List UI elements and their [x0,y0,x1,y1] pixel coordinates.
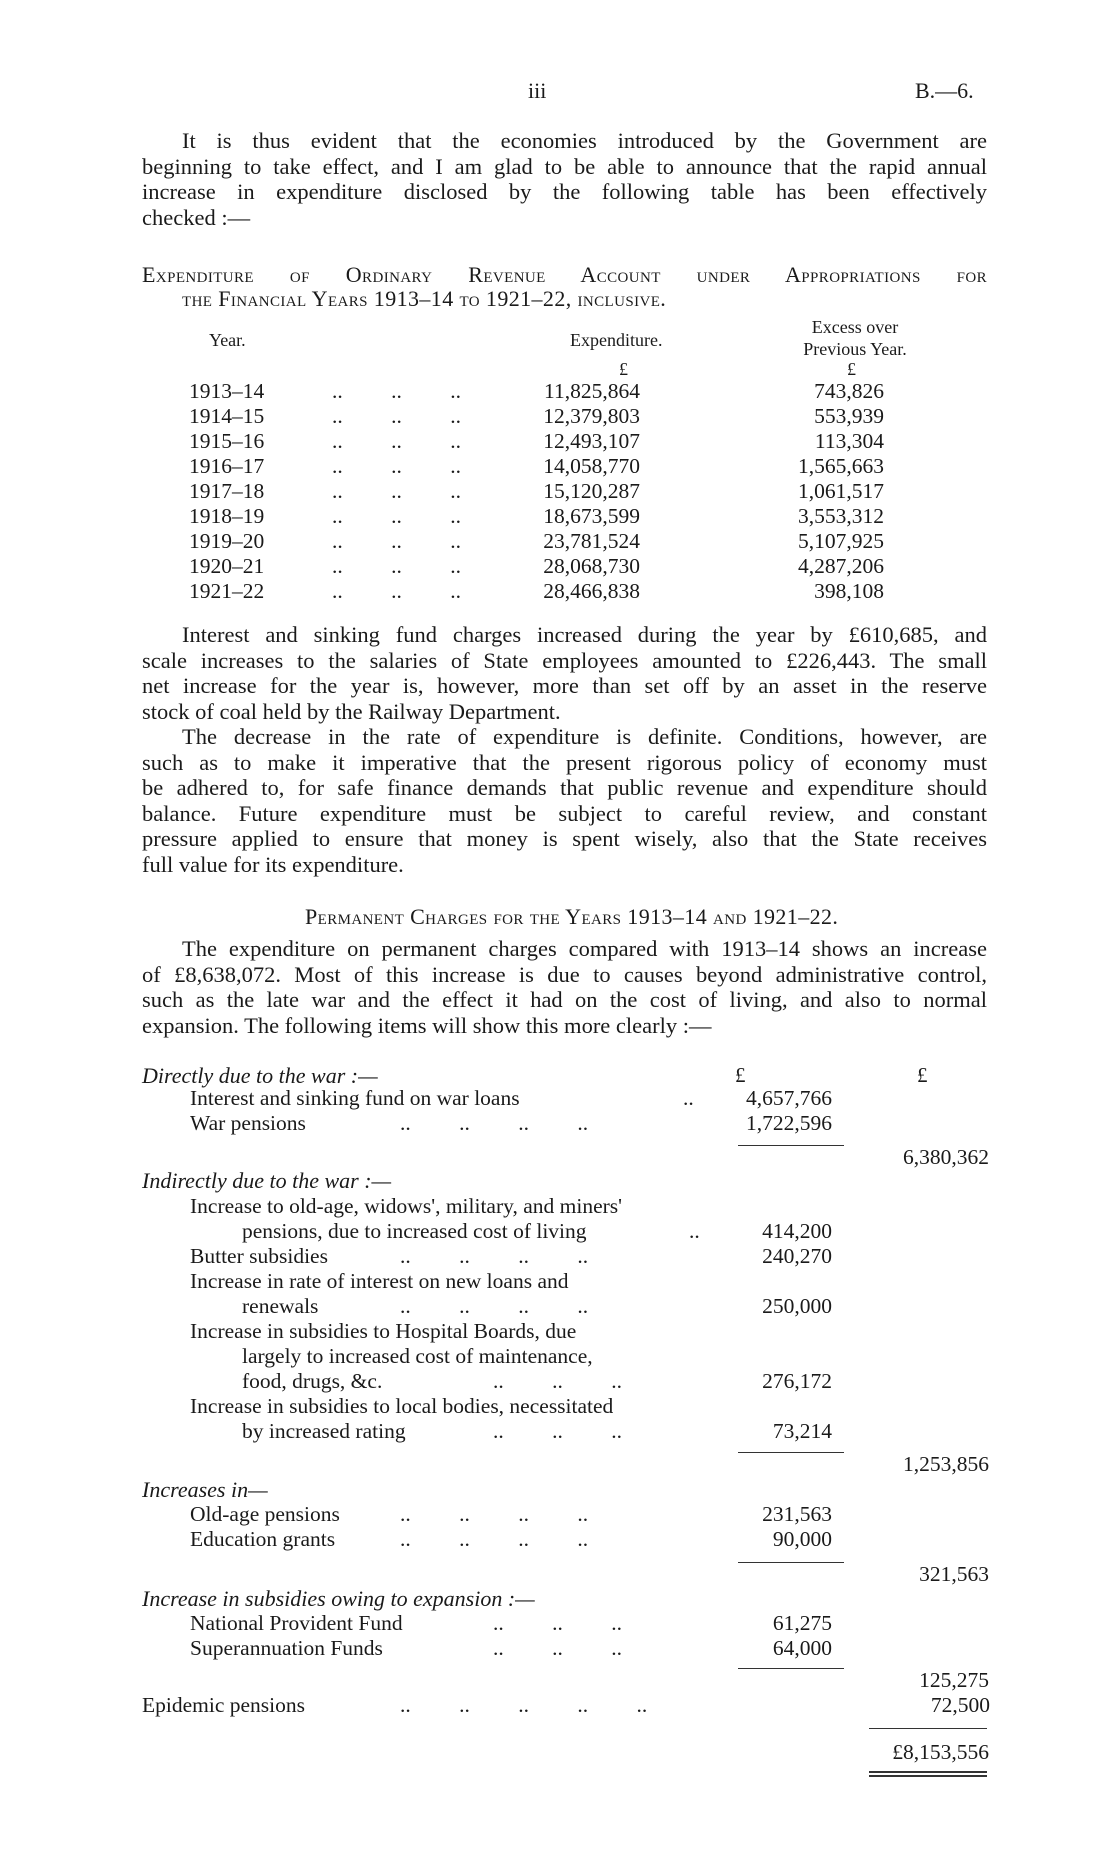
item-label: Butter subsidies [190,1244,328,1268]
leader-dots: .. .. .. [493,1419,622,1443]
year-cell: 1918–19 [189,504,265,528]
col-header-excess-line2: Previous Year. [803,339,907,359]
group-heading-direct: Directly due to the war :— [142,1063,378,1088]
expenditure-cell: 28,466,838 [543,579,640,603]
leader-dots: .. .. .. [493,1369,622,1393]
intro-line: It is thus evident that the economies introduced by the Government are [182,128,987,153]
item-amount: 276,172 [762,1369,832,1393]
item-label: Old-age pensions [190,1502,340,1526]
paragraph-line: such as to make it imperative that the present rigorous policy of economy must [142,749,987,775]
group-total: 321,563 [919,1562,989,1586]
item-amount: 90,000 [772,1527,832,1551]
expenditure-cell: 14,058,770 [543,454,640,478]
leader-dots: .. .. .. [332,554,461,578]
paragraph-decrease [142,724,987,877]
group-total: 6,380,362 [903,1145,989,1169]
group-heading-expansion: Increase in subsidies owing to expansion :— [142,1586,535,1611]
table1-title-line2: the Financial Years 1913–14 to 1921–22, inclusive. [182,286,667,311]
table-row [142,554,987,579]
paragraph-interest [142,622,987,724]
leader-dots: .. .. .. [332,379,461,403]
leader-dots: .. .. .. [493,1611,622,1635]
expenditure-cell: 18,673,599 [543,504,640,528]
leader-dots: .. .. .. .. .. [400,1693,648,1717]
subtotal-rule [738,1145,844,1146]
leader-dots: .. .. .. .. [400,1294,589,1318]
year-cell: 1914–15 [189,404,265,428]
item-label: Epidemic pensions [142,1693,306,1717]
table-row [142,1419,987,1444]
expenditure-cell: 23,781,524 [543,529,640,553]
paragraph-line: expansion. The following items will show this more clearly :— [142,1012,712,1038]
table-row [142,379,987,404]
item-label: Increase in subsidies to Hospital Boards, due [190,1319,577,1343]
intro-paragraph [142,128,987,230]
paragraph-line: scale increases to the salaries of State employees amounted to £226,443. The small [142,647,987,673]
paragraph-line: Interest and sinking fund charges increased during the year by £610,685, and [182,622,987,647]
item-amount: 414,200 [762,1219,832,1243]
excess-cell: 398,108 [814,579,884,603]
table-row [142,1219,987,1244]
item-amount: 250,000 [762,1294,832,1318]
expenditure-cell: 12,379,803 [543,404,640,428]
table-row [142,1611,987,1636]
table-row [142,1394,987,1419]
table-row [142,1319,987,1344]
double-rule-bottom [869,1775,987,1777]
table-row [142,1269,987,1294]
leader-dots: .. .. .. .. [400,1502,589,1526]
intro-line: checked :— [142,204,251,230]
excess-cell: 743,826 [814,379,884,403]
paragraph-line: pressure applied to ensure that money is spent wisely, also that the State receives [142,826,987,851]
excess-cell: 113,304 [814,429,884,453]
year-cell: 1921–22 [189,579,265,603]
item-label: pensions, due to increased cost of living [242,1219,587,1243]
excess-cell: 1,061,517 [798,479,884,503]
unit-pound-totals: £ [917,1063,928,1087]
paragraph-line: full value for its expenditure. [142,851,404,877]
year-cell: 1920–21 [189,554,265,578]
year-cell: 1915–16 [189,429,265,453]
subtotal-rule [738,1668,844,1669]
item-label: Education grants [190,1527,336,1551]
leader-dots: .. [689,1219,700,1243]
year-cell: 1919–20 [189,529,265,553]
subtotal-rule [738,1452,844,1453]
group-heading-indirect: Indirectly due to the war :— [142,1168,392,1193]
item-label: Increase in rate of interest on new loans and [190,1269,569,1293]
table-row [142,404,987,429]
leader-dots: .. .. .. .. [400,1527,589,1551]
table-row [142,1111,987,1136]
intro-line: beginning to take effect, and I am glad to be able to announce that the rapid annual [142,153,987,179]
leader-dots: .. .. .. [332,504,461,528]
group-total: 125,275 [919,1668,989,1692]
item-label: Increase in subsidies to local bodies, necessitated [190,1394,614,1418]
excess-cell: 3,553,312 [798,504,884,528]
table-row [142,454,987,479]
year-cell: 1913–14 [189,379,265,403]
group-total: 1,253,856 [903,1452,989,1476]
item-label: Interest and sinking fund on war loans [190,1086,520,1110]
item-amount: 73,214 [772,1419,832,1443]
table-row [142,1194,987,1219]
subtotal-rule [738,1562,844,1563]
paragraph-line: such as the late war and the effect it had on the cost of living, and also to normal [142,987,987,1012]
table-row [142,1086,987,1111]
leader-dots: .. .. .. [332,454,461,478]
leader-dots: .. .. .. [332,429,461,453]
item-label: National Provident Fund [190,1611,403,1635]
table-row [142,1369,987,1394]
excess-cell: 4,287,206 [798,554,884,578]
table-row [142,1636,987,1661]
item-amount: 240,270 [762,1244,832,1268]
year-cell: 1917–18 [189,479,265,503]
leader-dots: .. [683,1086,694,1110]
year-cell: 1916–17 [189,454,265,478]
item-amount: 4,657,766 [746,1086,832,1110]
item-amount: 64,000 [772,1636,832,1660]
expenditure-cell: 12,493,107 [543,429,640,453]
col-header-excess-line1: Excess over [811,317,899,337]
item-label: Increase to old-age, widows', military, and miners' [190,1194,623,1218]
excess-cell: 1,565,663 [798,454,884,478]
leader-dots: .. .. .. [493,1636,622,1660]
item-amount: 1,722,596 [746,1111,832,1135]
paragraph-line: The expenditure on permanent charges compared with 1913–14 shows an increase [182,936,987,961]
item-label: by increased rating [242,1419,406,1443]
leader-dots: .. .. .. [332,404,461,428]
table-row [142,529,987,554]
unit-pound-excess: £ [847,359,856,379]
document-reference: B.—6. [915,78,974,103]
excess-cell: 553,939 [814,404,884,428]
paragraph-line: The decrease in the rate of expenditure is definite. Conditions, however, are [182,724,987,749]
expenditure-cell: 15,120,287 [543,479,640,503]
total-rule [869,1728,987,1729]
leader-dots: .. .. .. [332,529,461,553]
page-number: iii [528,78,547,103]
table-row [142,1693,990,1718]
section-title-permanent-charges: Permanent Charges for the Years 1913–14 and 1921–22. [305,904,839,929]
intro-line: increase in expenditure disclosed by the following table has been effectively [142,179,987,204]
unit-pound-items: £ [735,1063,746,1087]
paragraph-line: be adhered to, for safe finance demands that public revenue and expenditure should [142,775,987,800]
col-header-year: Year. [209,330,246,350]
unit-pound-expenditure: £ [619,359,628,379]
table-row [142,504,987,529]
paragraph-line: of £8,638,072. Most of this increase is due to causes beyond administrative control, [142,961,987,987]
table-row [142,1244,987,1269]
item-amount: 231,563 [762,1502,832,1526]
item-label: largely to increased cost of maintenance, [242,1344,593,1368]
expenditure-cell: 28,068,730 [543,554,640,578]
paragraph-permanent-charges [142,936,987,1038]
paragraph-line: balance. Future expenditure must be subject to careful review, and constant [142,800,987,826]
paragraph-line: stock of coal held by the Railway Department. [142,698,561,724]
leader-dots: .. .. .. .. [400,1111,589,1135]
item-amount: 72,500 [930,1693,990,1717]
table-row [142,1502,987,1527]
double-rule-top [869,1771,987,1773]
item-amount: 61,275 [772,1611,832,1635]
leader-dots: .. .. .. .. [400,1244,589,1268]
item-label: Superannuation Funds [190,1636,383,1660]
table-row [142,1344,987,1369]
excess-cell: 5,107,925 [798,529,884,553]
grand-total: £8,153,556 [892,1740,989,1764]
col-header-expenditure: Expenditure. [570,330,663,350]
table-row [142,479,987,504]
leader-dots: .. .. .. [332,479,461,503]
table-row [142,1294,987,1319]
item-label: renewals [242,1294,319,1318]
expenditure-cell: 11,825,864 [544,379,640,403]
table1-title-line1: Expenditure of Ordinary Revenue Account under Appropriations for [142,262,987,287]
leader-dots: .. .. .. [332,579,461,603]
paragraph-line: net increase for the year is, however, more than set off by an asset in the reserve [142,673,987,698]
table-row [142,429,987,454]
table-row [142,1527,987,1552]
item-label: food, drugs, &c. [242,1369,383,1393]
item-label: War pensions [190,1111,306,1135]
group-heading-increases: Increases in— [142,1477,268,1502]
table-row [142,579,987,604]
